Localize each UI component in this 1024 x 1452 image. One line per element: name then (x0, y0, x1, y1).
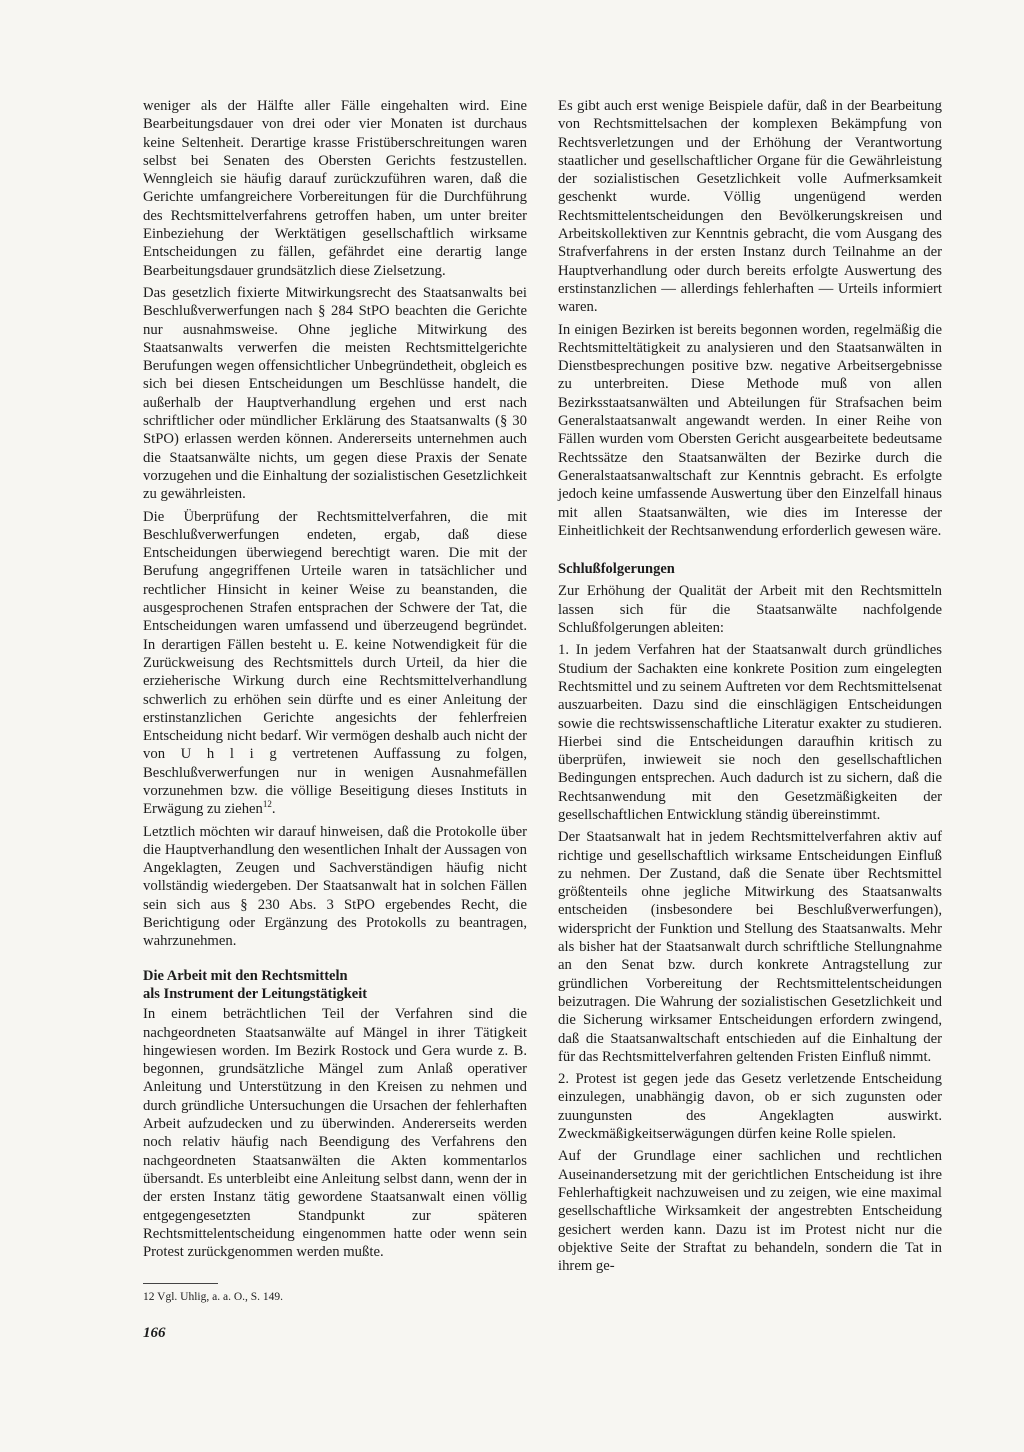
section-heading (143, 967, 527, 1004)
right-column (558, 97, 942, 1279)
paragraph (143, 508, 527, 819)
paragraph-text: Die Überprüfung der Rechtsmittelverfahren, die mit Beschlußverwerfungen endeten, ergab, daß diese Entscheidungen überwiegend berechtigt waren. Die mit der Berufung angegriffenen Urteile waren in tatsächlicher und rechtlicher Hinsicht in keiner Weise zu beanstanden, die ausgesprochenen Strafen entsprachen der Schwere der Tat, die Entscheidungen waren umfassend und überzeugend begründet. In derartigen Fällen besteht u. E. keine Notwendigkeit für die Zurückweisung des Rechtsmittels durch Urteil, da hier die erzieherische Wirkung durch eine Rechtsmittelverhandlung schwerlich zu erhöhen sein dürfte und es einer Anleitung der erstinstanzlichen Gerichte angesichts der fehlerfreien Entscheidung nicht bedarf. Wir vermögen deshalb auch nicht der von (143, 508, 527, 763)
footnote-divider (143, 1283, 218, 1284)
paragraph: Der Staatsanwalt hat in jedem Rechtsmittelverfahren aktiv auf richtige und gesellschaftlich wirksame Entscheidungen Einfluß zu nehmen. Der Zustand, daß die Senate über Rechtsmittel größtenteils ohne jegliche Mitwirkung des Staatsanwalts entscheiden (insbesondere bei Beschlußverwerfungen), widerspricht der Funktion und Stellung des Staatsanwalts. Mehr als bisher hat der Staatsanwalt durch schriftliche Stellungnahme an den Senat bzw. durch konkrete Antragstellung zur gründlichen Vorbereitung der Rechtsmittelentscheidungen beizutragen. Die Wahrung der sozialistischen Gesetzlichkeit und die Sicherung wirksamer Entscheidungen erfordern zwingend, daß die Staatsanwaltschaft entschieden auf die Einhaltung der für das Rechtsmittelverfahren geltenden Fristen Einfluß nimmt. (558, 829, 942, 1065)
left-column (143, 97, 527, 1265)
paragraph-text: vertretenen Auffassung zu folgen, Beschlußverwerfungen nur in wenigen Ausnahmefällen vorzunehmen bzw. die völlige Beseitigung dieses Instituts in Erwägung zu ziehen (143, 746, 527, 818)
paragraph: Das gesetzlich fixierte Mitwirkungsrecht des Staatsanwalts bei Beschlußverwerfungen nach § 284 StPO beachten die Gerichte nur ausnahmsweise. Ohne jegliche Mitwirkung des Staatsanwalts verwerfen die meisten Rechtsmittelgerichte Berufungen wegen offensichtlicher Unbegründetheit, obgleich es sich bei diesen Entscheidungen um Beschlüsse handelt, die außerhalb der Hauptverhandlung ergehen und erst nach schriftlicher oder mündlicher Erklärung des Staatsanwalts (§ 30 StPO) erlassen werden können. Andererseits unternehmen auch die Staatsanwälte nichts, um gegen diese Praxis der Senate vorzugehen und die Einhaltung der sozialistischen Gesetzlichkeit zu gewährleisten. (143, 284, 527, 503)
section-heading-line: als Instrument der Leitungstätigkeit (143, 985, 368, 1002)
paragraph: In einem beträchtlichen Teil der Verfahren sind die nachgeordneten Staatsanwälte auf Mängel in ihrer Tätigkeit hingewiesen worden. Im Bezirk Rostock und Gera wurde z. B. begonnen, grundsätzliche Mängel zum Anlaß operativer Anleitung und Unterstützung in den Kreisen zu nehmen und durch gründliche Untersuchungen die Ursachen der fehlerhaften Arbeit aufzudecken und zu überwinden. Andererseits werden noch relativ häufig nach Beendigung des Verfahrens den nachgeordneten Staatsanwälten die Akten kommentarlos übersandt. Es unterbleibt eine Anleitung selbst dann, wenn der in der ersten Instanz tätig gewordene Staatsanwalt einen völlig entgegengesetzten Standpunkt zur späteren Rechtsmittelentscheidung eingenommen hatte oder wenn sein Protest zurückgenommen werden mußte. (143, 1006, 527, 1261)
paragraph-text: . (271, 801, 276, 818)
paragraph: 2. Protest ist gegen jede das Gesetz verletzende Entscheidung einzulegen, unabhängig davon, ob er sich zugunsten oder zuungunsten des Angeklagten auswirkt. Zweckmäßigkeitserwägungen dürfen keine Rolle spielen. (558, 1071, 942, 1143)
page-number: 166 (143, 1325, 166, 1341)
paragraph: 1. In jedem Verfahren hat der Staatsanwalt durch gründliches Studium der Sachakten eine konkrete Position zum eingelegten Rechtsmittel und zu seinem Auftreten vor dem Rechtsmittelsenat auszuarbeiten. Dazu sind die einschlägigen Entscheidungen sowie die rechtswissenschaftliche Literatur exakter zu studieren. Hierbei sind die Entscheidungen daraufhin kritisch zu überprüfen, inwieweit sie noch den gesellschaftlichen Bedingungen entsprechen. Auch dadurch ist zu sichern, daß die Rechtsanwendung mit den Gesetzmäßigkeiten der gesellschaftlichen Entwicklung ständig übereinstimmt. (558, 642, 942, 823)
paragraph: In einigen Bezirken ist bereits begonnen worden, regelmäßig die Rechtsmitteltätigkeit zu analysieren und den Staatsanwälten in Dienstbesprechungen positive bzw. negative Arbeitsergebnisse zu unterbreiten. Diese Methode muß von allen Bezirksstaatsanwälten und Abteilungen für Strafsachen beim Generalstaatsanwalt angewandt werden. In einer Reihe von Fällen wurden vom Obersten Gericht ausgearbeitete bedeutsame Rechtssätze den Staatsanwälten der Bezirke durch die Generalstaatsanwaltschaft zur Kenntnis gebracht. Es erfolgte jedoch keine umfassende Auswertung über den Einzelfall hinaus mit allen Staatsanwälten, wie dies im Interesse der Einheitlichkeit der Rechtsanwendung erforderlich gewesen wäre. (558, 321, 942, 539)
footnote: 12 Vgl. Uhlig, a. a. O., S. 149. (143, 1291, 284, 1303)
section-heading-line: Die Arbeit mit den Rechtsmitteln (143, 967, 348, 984)
paragraph: Es gibt auch erst wenige Beispiele dafür, daß in der Bearbeitung von Rechtsmittelsachen der komplexen Bekämpfung von Rechtsverletzungen und der Erhöhung der Verantwortung staatlicher und gesellschaftlicher Organe für die Gewährleistung der sozialistischen Gesetzlichkeit volle Aufmerksamkeit geschenkt wurde. Völlig ungenügend werden Rechtsmittelentscheidungen den Bevölkerungskreisen und Arbeitskollektiven zur Kenntnis gebracht, die vom Ausgang des Strafverfahrens in der ersten Instanz durch Teilnahme an der Hauptverhandlung oder durch bereits erfolgte Auswertung des erstinstanzlichen — allerdings fehlerhaften — Urteils informiert waren. (558, 98, 942, 316)
footnote-mark: 12 (262, 799, 272, 810)
paragraph: weniger als der Hälfte aller Fälle eingehalten wird. Eine Bearbeitungsdauer von drei oder vier Monaten ist durchaus keine Seltenheit. Derartige krasse Fristüberschreitungen waren selbst bei Senaten des Obersten Gerichts festzustellen. Wenngleich sie häufig darauf zurückzuführen waren, daß die Gerichte umfangreichere Vorbereitungen für die Durchführung des Rechtsmittelverfahrens getroffen haben, um unter breiter Einbeziehung der Werktätigen gesellschaftlich wirksame Entscheidungen zu fällen, gefährdet eine derartig lange Bearbeitungsdauer grundsätzlich diese Zielsetzung. (143, 98, 527, 279)
section-heading: Schlußfolgerungen (558, 561, 675, 578)
paragraph: Zur Erhöhung der Qualität der Arbeit mit den Rechtsmitteln lassen sich für die Staatsanwälte nachfolgende Schlußfolgerungen ableiten: (558, 583, 942, 637)
paragraph: Letztlich möchten wir darauf hinweisen, daß die Protokolle über die Hauptverhandlung den wesentlichen Inhalt der Aussagen von Angeklagten, Zeugen und Sachverständigen häufig nicht vollständig wiedergeben. Der Staatsanwalt hat in solchen Fällen sein sich aus § 230 Abs. 3 StPO ergebendes Recht, die Berichtigung oder Ergänzung des Protokolls zu beantragen, wahrzunehmen. (143, 823, 527, 950)
author-name: U h l i g (180, 746, 277, 763)
paragraph: Auf der Grundlage einer sachlichen und rechtlichen Auseinandersetzung mit der gerichtlichen Entscheidung ist ihre Fehlerhaftigkeit nachzuweisen und zu zeigen, wie eine maximal gesellschaftliche Wirksamkeit der angestrebten Entscheidung gesichert werden kann. Dazu ist im Protest nicht nur die objektive Seite der Straftat zu behandeln, sondern die Tat in ihrem ge- (558, 1148, 942, 1275)
